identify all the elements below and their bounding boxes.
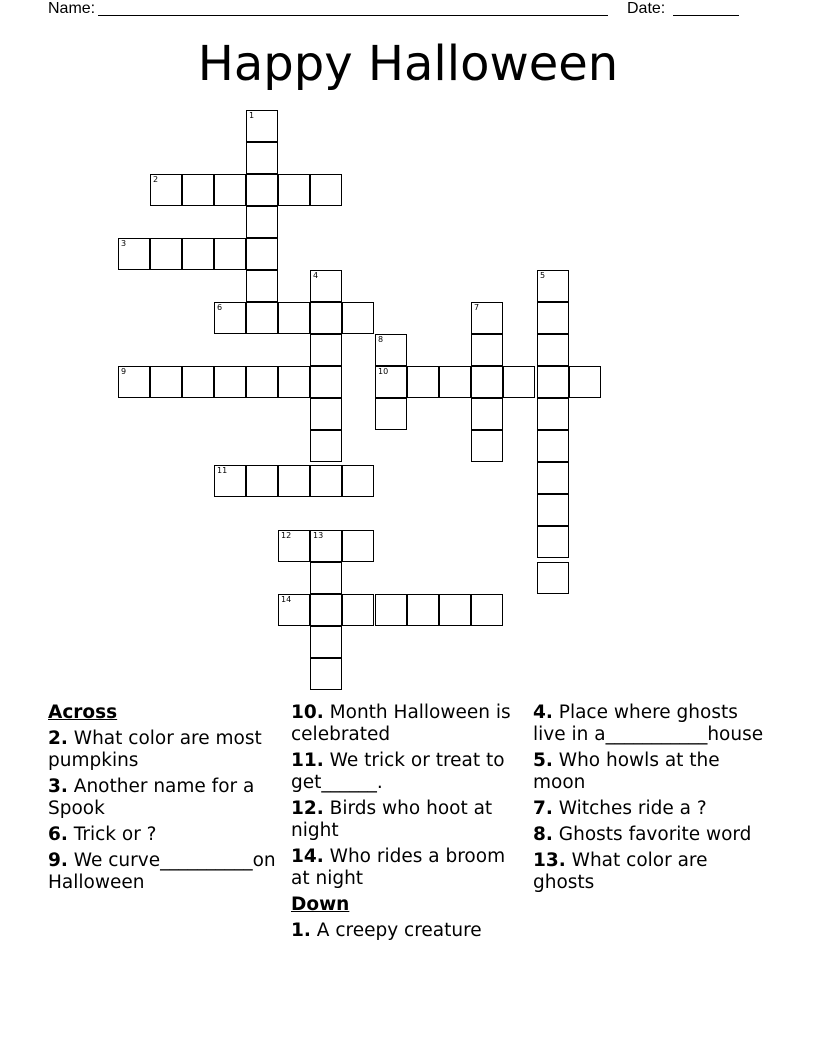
- clue-number: 11: [217, 466, 228, 475]
- clue-down: 4. Place where ghosts live in a___________house: [533, 702, 764, 745]
- grid-cell[interactable]: [310, 174, 342, 206]
- grid-cell[interactable]: [310, 430, 342, 462]
- grid-cell[interactable]: [214, 174, 246, 206]
- clue-across: 6. Trick or ?: [48, 824, 157, 845]
- grid-cell[interactable]: [342, 465, 374, 497]
- grid-cell[interactable]: [439, 366, 471, 398]
- grid-cell[interactable]: [246, 174, 278, 206]
- grid-cell[interactable]: [278, 174, 310, 206]
- grid-cell[interactable]: [278, 366, 310, 398]
- grid-cell[interactable]: [278, 594, 310, 626]
- clues-column-1: [48, 702, 278, 898]
- grid-cell[interactable]: [537, 526, 569, 558]
- grid-cell[interactable]: [537, 270, 569, 302]
- grid-cell[interactable]: [214, 465, 246, 497]
- grid-cell[interactable]: [310, 530, 342, 562]
- grid-cell[interactable]: [537, 302, 569, 334]
- grid-cell[interactable]: [407, 366, 439, 398]
- grid-cell[interactable]: [375, 334, 407, 366]
- grid-cell[interactable]: [471, 302, 503, 334]
- grid-cell[interactable]: [375, 594, 407, 626]
- grid-cell[interactable]: [503, 366, 535, 398]
- grid-cell[interactable]: [246, 238, 278, 270]
- grid-cell[interactable]: [342, 302, 374, 334]
- grid-cell[interactable]: [310, 334, 342, 366]
- grid-cell[interactable]: [150, 174, 182, 206]
- grid-cell[interactable]: [118, 366, 150, 398]
- clue-across: 14. Who rides a broom at night: [291, 846, 506, 889]
- clue-across: 2. What color are most pumpkins: [48, 728, 262, 771]
- grid-cell[interactable]: [310, 465, 342, 497]
- down-heading: Down: [291, 894, 350, 915]
- clues-column-3: [533, 702, 768, 898]
- grid-cell[interactable]: [214, 238, 246, 270]
- clue-across: 9. We curve__________on Halloween: [48, 850, 276, 893]
- clue-number: 6: [217, 303, 223, 312]
- clue-number: 8: [378, 335, 384, 344]
- clue-number: 13: [313, 531, 324, 540]
- grid-cell[interactable]: [310, 366, 342, 398]
- grid-cell[interactable]: [118, 238, 150, 270]
- grid-cell[interactable]: [537, 430, 569, 462]
- grid-cell[interactable]: [375, 398, 407, 430]
- clue-across: 3. Another name for a Spook: [48, 776, 255, 819]
- clue-down: 13. What color are ghosts: [533, 850, 708, 893]
- grid-cell[interactable]: [310, 658, 342, 690]
- clue-down: 5. Who howls at the moon: [533, 750, 720, 793]
- grid-cell[interactable]: [471, 398, 503, 430]
- clues-column-2: [291, 702, 521, 946]
- grid-cell[interactable]: [246, 142, 278, 174]
- clue-number: 2: [153, 175, 159, 184]
- clue-number: 7: [474, 303, 480, 312]
- grid-cell[interactable]: [407, 594, 439, 626]
- grid-cell[interactable]: [246, 366, 278, 398]
- grid-cell[interactable]: [246, 110, 278, 142]
- grid-cell[interactable]: [182, 174, 214, 206]
- clue-number: 4: [313, 271, 319, 280]
- clue-across: 10. Month Halloween is celebrated: [291, 702, 511, 745]
- across-heading: Across: [48, 702, 118, 723]
- grid-cell[interactable]: [310, 302, 342, 334]
- grid-cell[interactable]: [150, 366, 182, 398]
- grid-cell[interactable]: [214, 366, 246, 398]
- grid-cell[interactable]: [537, 462, 569, 494]
- grid-cell[interactable]: [439, 594, 471, 626]
- page-title: Happy Halloween: [197, 36, 619, 92]
- clue-across: 12. Birds who hoot at night: [291, 798, 493, 841]
- grid-cell[interactable]: [278, 465, 310, 497]
- clue-number: 3: [121, 239, 127, 248]
- grid-cell[interactable]: [537, 334, 569, 366]
- grid-cell[interactable]: [471, 366, 503, 398]
- grid-cell[interactable]: [310, 626, 342, 658]
- grid-cell[interactable]: [537, 398, 569, 430]
- clue-number: 14: [281, 595, 292, 604]
- grid-cell[interactable]: [246, 270, 278, 302]
- grid-cell[interactable]: [182, 238, 214, 270]
- grid-cell[interactable]: [471, 594, 503, 626]
- grid-cell[interactable]: [310, 398, 342, 430]
- clue-down: 7. Witches ride a ?: [533, 798, 707, 819]
- clue-number: 1: [249, 111, 255, 120]
- grid-cell[interactable]: [310, 594, 342, 626]
- grid-cell[interactable]: [342, 594, 374, 626]
- grid-cell[interactable]: [310, 562, 342, 594]
- grid-cell[interactable]: [471, 430, 503, 462]
- grid-cell[interactable]: [246, 302, 278, 334]
- date-label: Date:: [627, 0, 666, 17]
- grid-cell[interactable]: [246, 206, 278, 238]
- grid-cell[interactable]: [375, 366, 407, 398]
- grid-cell[interactable]: [569, 366, 601, 398]
- grid-cell[interactable]: [246, 465, 278, 497]
- clue-number: 9: [121, 367, 127, 376]
- grid-cell[interactable]: [310, 270, 342, 302]
- grid-cell[interactable]: [278, 302, 310, 334]
- clue-down: 1. A creepy creature: [291, 920, 482, 941]
- name-label: Name:: [48, 0, 96, 17]
- clue-number: 12: [281, 531, 292, 540]
- grid-cell[interactable]: [214, 302, 246, 334]
- clue-number: 5: [540, 271, 546, 280]
- grid-cell[interactable]: [471, 334, 503, 366]
- grid-cell[interactable]: [537, 366, 569, 398]
- clue-number: 10: [378, 367, 389, 376]
- grid-cell[interactable]: [278, 530, 310, 562]
- grid-cell[interactable]: [182, 366, 214, 398]
- grid-cell[interactable]: [150, 238, 182, 270]
- grid-cell[interactable]: [537, 494, 569, 526]
- clue-down: 8. Ghosts favorite word: [533, 824, 752, 845]
- grid-cell[interactable]: [537, 562, 569, 594]
- clue-across: 11. We trick or treat to get______.: [291, 750, 505, 793]
- grid-cell[interactable]: [342, 530, 374, 562]
